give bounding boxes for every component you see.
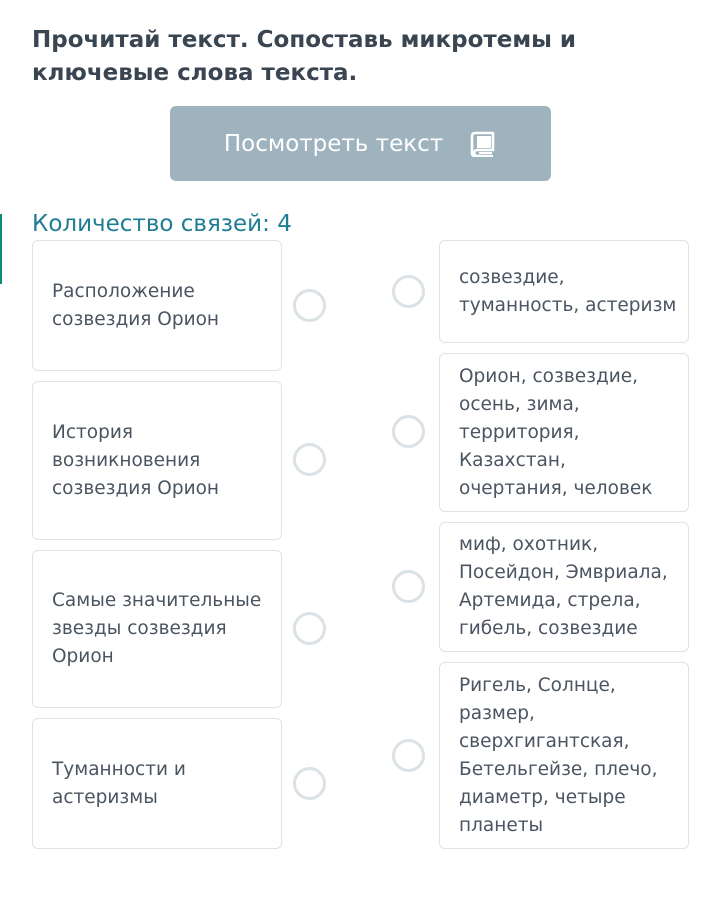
left-connector-dot[interactable]	[293, 767, 326, 800]
left-connector-dot[interactable]	[293, 289, 326, 322]
right-connector-dot[interactable]	[392, 570, 425, 603]
left-accent-bar	[0, 214, 2, 284]
keywords-card[interactable]	[439, 522, 689, 652]
microtopic-card[interactable]	[32, 550, 282, 708]
book-icon	[469, 131, 497, 157]
keywords-label: Орион, созвездие, осень, зима, территория, Казахстан, очертания, человек	[459, 365, 653, 499]
left-connector-dot[interactable]	[293, 443, 326, 476]
microtopic-card[interactable]	[32, 381, 282, 540]
microtopic-card[interactable]	[32, 718, 282, 849]
view-text-button[interactable]	[170, 106, 551, 181]
right-connector-dot[interactable]	[392, 739, 425, 772]
keywords-card[interactable]	[439, 240, 689, 343]
keywords-card[interactable]	[439, 353, 689, 512]
microtopic-card[interactable]	[32, 240, 282, 371]
microtopic-label: Самые значительные звезды созвездия Орион	[52, 590, 262, 667]
keywords-card[interactable]	[439, 662, 689, 849]
view-text-button-label: Посмотреть текст	[223, 130, 444, 157]
task-title: Прочитай текст. Сопоставь микротемы и ключевые слова текста.	[32, 27, 577, 86]
microtopic-label: Расположение созвездия Орион	[52, 280, 220, 330]
keywords-label: Ригель, Солнце, размер, сверхгигантская, Бетельгейзе, плечо, диаметр, четыре планеты	[459, 674, 658, 836]
left-connector-dot[interactable]	[293, 612, 326, 645]
keywords-label: миф, охотник, Посейдон, Эмвриала, Артемида, стрела, гибель, созвездие	[459, 534, 668, 639]
connections-count: Количество связей: 4	[32, 211, 292, 237]
microtopic-label: Туманности и астеризмы	[52, 758, 186, 808]
microtopic-label: История возникновения созвездия Орион	[52, 421, 220, 499]
keywords-label: созвездие, туманность, астеризм	[459, 266, 677, 316]
right-connector-dot[interactable]	[392, 275, 425, 308]
right-connector-dot[interactable]	[392, 415, 425, 448]
